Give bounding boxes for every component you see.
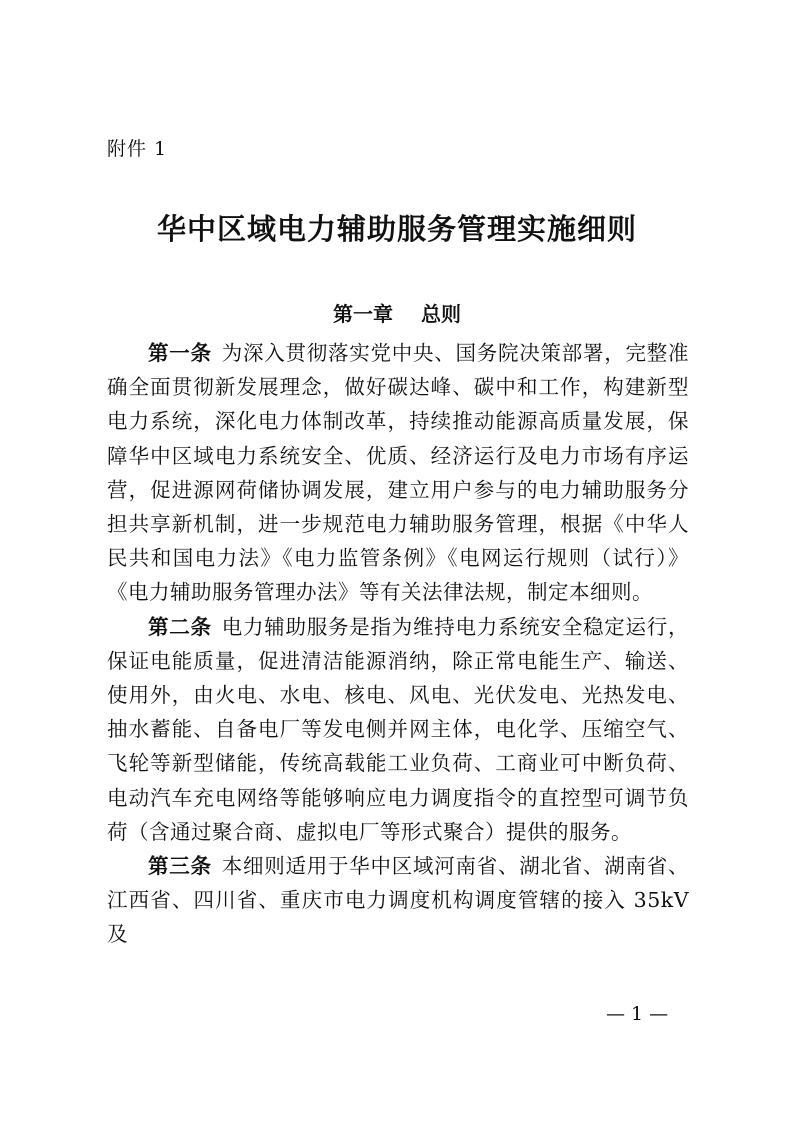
article-label: 第二条 (148, 614, 212, 639)
article-text: 本细则适用于华中区域河南省、湖北省、湖南省、江西省、四川省、重庆市电力调度机构调度管辖的接入 35kV 及 (107, 854, 689, 947)
article-1 (107, 336, 689, 610)
document-body (107, 336, 689, 952)
chapter-heading (0, 298, 794, 327)
article-text: 为深入贯彻落实党中央、国务院决策部署，完整准确全面贯彻新发展理念，做好碳达峰、碳中和工作，构建新型电力系统，深化电力体制改革，持续推动能源高质量发展，保障华中区域电力系统安全、优质、经济运行及电力市场有序运营，促进源网荷储协调发展，建立用户参与的电力辅助服务分担共享新机制，进一步规范电力辅助服务管理，根据《中华人民共和国电力法》《电力监管条例》《电网运行规则（试行）》《电力辅助服务管理办法》等有关法律法规，制定本细则。 (107, 341, 689, 605)
document-title: 华中区域电力辅助服务管理实施细则 (156, 212, 637, 246)
article-text: 电力辅助服务是指为维持电力系统安全稳定运行，保证电能质量，促进清洁能源消纳，除正常电能生产、输送、使用外，由火电、水电、核电、风电、光伏发电、光热发电、抽水蓄能、自备电厂等发电侧并网主体，电化学、压缩空气、飞轮等新型储能，传统高载能工业负荷、工商业可中断负荷、电动汽车充电网络等能够响应电力调度指令的直控型可调节负荷（含通过聚合商、虚拟电厂等形式聚合）提供的服务。 (107, 614, 689, 844)
chapter-name: 总则 (421, 302, 461, 326)
article-3 (107, 849, 689, 952)
article-label: 第一条 (148, 341, 212, 365)
chapter-number: 第一章 (333, 302, 393, 326)
page-number: — 1 — (606, 1003, 669, 1025)
article-label: 第三条 (148, 854, 212, 879)
article-2 (107, 610, 689, 849)
attachment-label: 附件 1 (107, 138, 168, 160)
